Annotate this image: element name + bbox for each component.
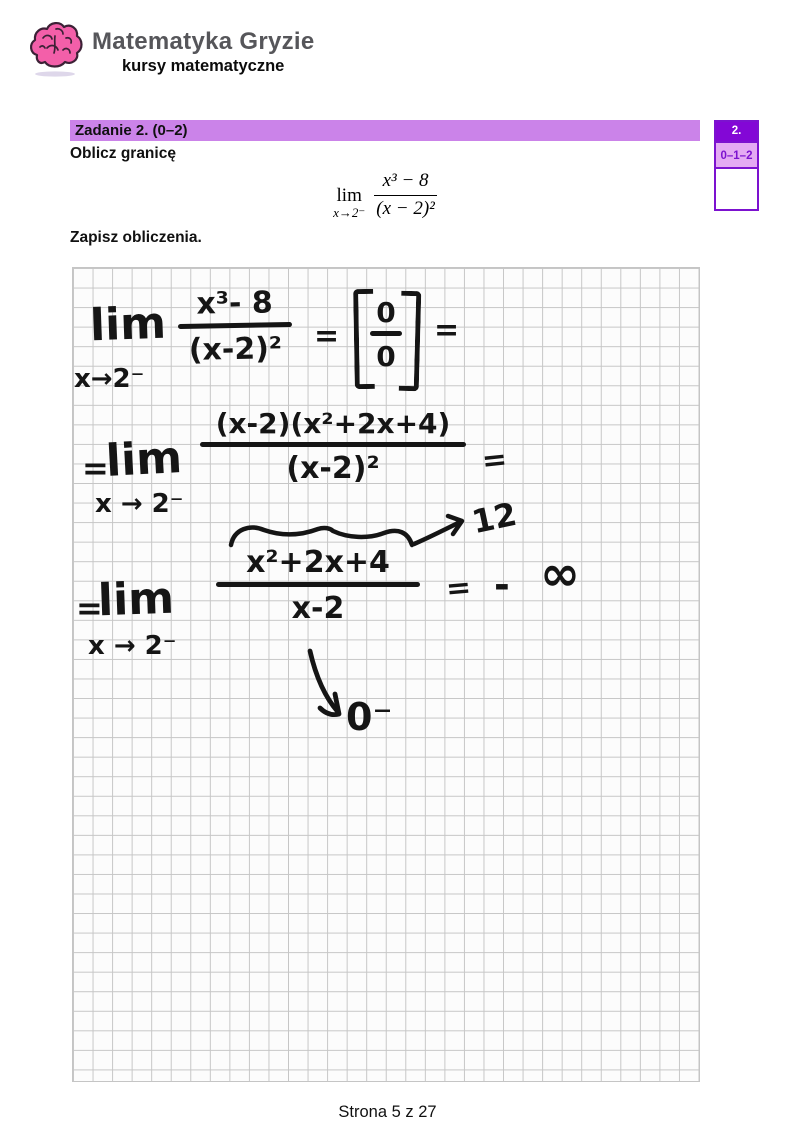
hw-equals-3b: = [444, 569, 473, 608]
brand-title: Matematyka Gryzie [92, 28, 315, 55]
hw-equals-1a: = [314, 319, 340, 354]
hw-lim-1-subscript: x→2⁻ [74, 364, 145, 394]
hw-equals-1b: = [434, 313, 460, 348]
hw-lim-2-subscript: x → 2⁻ [95, 489, 184, 519]
brand-tagline: kursy matematyczne [122, 57, 285, 75]
brain-logo-icon [25, 17, 85, 79]
hw-indeterminate-numerator: 0 [376, 296, 396, 329]
hw-infinity: ∞ [540, 546, 580, 602]
page-number: Strona 5 z 27 [338, 1103, 437, 1121]
task-instruction: Oblicz granicę [70, 145, 176, 162]
score-empty-cell [716, 167, 757, 209]
hw-fraction-1-numerator: x³- 8 [196, 285, 274, 322]
hw-fraction-3-bar [216, 582, 420, 587]
hw-fraction-2-numerator: (x-2)(x²+2x+4) [215, 407, 451, 440]
hw-indeterminate-bar [370, 331, 402, 336]
hw-fraction-3-numerator: x²+2x+4 [246, 545, 390, 580]
hw-fraction-2 [200, 406, 466, 487]
task-banner: Zadanie 2. (0–2) [70, 120, 700, 141]
printed-lim-block [333, 171, 365, 220]
printed-fraction [374, 171, 437, 220]
printed-denominator: (x − 2)² [376, 198, 435, 220]
hw-fraction-3-denominator: x-2 [291, 590, 345, 626]
hw-fraction-3 [216, 543, 420, 627]
hw-fraction-2-denominator: (x-2)² [286, 450, 380, 486]
printed-limit-formula [70, 171, 700, 220]
hw-minus-sign: - [494, 563, 510, 607]
hw-zero-minus-note: 0⁻ [346, 695, 393, 739]
hw-callout-value: 12 [468, 494, 520, 542]
hw-right-bracket [399, 291, 422, 391]
hw-lim-3-subscript: x → 2⁻ [88, 631, 177, 661]
grid-paper [72, 267, 700, 1082]
printed-lim-subscript: x→2⁻ [333, 204, 366, 220]
printed-lim: lim [336, 185, 362, 206]
hw-fraction-1-denominator: (x-2)² [188, 330, 283, 368]
score-points-scale: 0–1–2 [716, 141, 757, 167]
score-task-number: 2. [716, 122, 757, 141]
hw-fraction-1 [177, 283, 292, 368]
hw-indeterminate-denominator: 0 [376, 339, 396, 373]
hw-equals-3: = [76, 589, 103, 627]
hw-equals-2: = [82, 449, 109, 487]
score-box [714, 120, 759, 211]
hw-lim-3: lim [97, 572, 175, 627]
hw-lim-2: lim [104, 432, 184, 487]
printed-numerator: x³ − 8 [382, 170, 429, 191]
hw-indeterminate-fraction [370, 295, 402, 373]
write-calculations-note: Zapisz obliczenia. [70, 229, 202, 246]
hw-equals-2b: = [480, 441, 509, 480]
hw-lim-1: lim [89, 297, 167, 352]
hw-fraction-2-bar [200, 442, 466, 447]
